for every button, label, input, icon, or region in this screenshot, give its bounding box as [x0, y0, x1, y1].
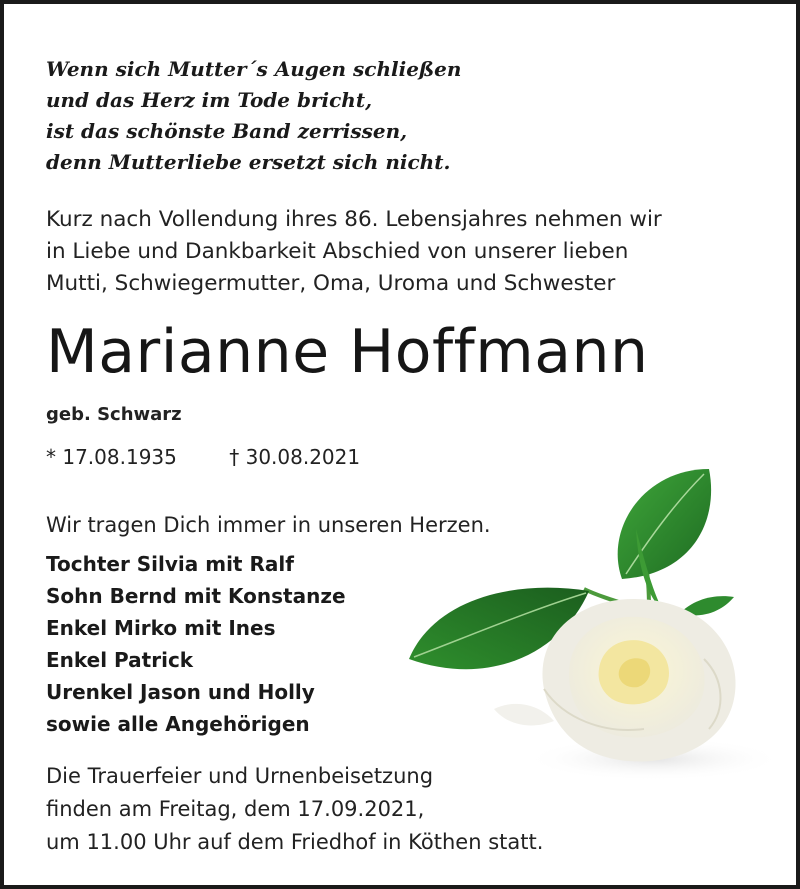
poem-line: denn Mutterliebe ersetzt sich nicht.	[46, 150, 451, 174]
intro-line: Kurz nach Vollendung ihres 86. Lebensjahres nehmen wir	[46, 207, 662, 232]
deceased-name: Marianne Hoffmann	[46, 317, 649, 387]
funeral-service-info	[46, 760, 543, 859]
mourner-line: sowie alle Angehörigen	[46, 712, 310, 736]
memorial-poem	[46, 54, 461, 178]
poem-line: Wenn sich Mutter´s Augen schließen	[46, 57, 462, 81]
mourner-line: Sohn Bernd mit Konstanze	[46, 584, 346, 608]
mourners-list	[46, 548, 346, 740]
poem-line: und das Herz im Tode bricht,	[46, 88, 373, 112]
intro-line: Mutti, Schwiegermutter, Oma, Uroma und Schwester	[46, 271, 616, 296]
motto-text: Wir tragen Dich immer in unseren Herzen.	[46, 513, 491, 537]
service-line: Die Trauerfeier und Urnenbeisetzung	[46, 764, 434, 788]
intro-line: in Liebe und Dankbarkeit Abschied von unserer lieben	[46, 239, 629, 264]
maiden-name: geb. Schwarz	[46, 404, 182, 425]
poem-line: ist das schönste Band zerrissen,	[46, 119, 408, 143]
white-rose-icon	[404, 459, 784, 789]
birth-date: * 17.08.1935	[46, 445, 177, 469]
mourner-line: Urenkel Jason und Holly	[46, 680, 315, 704]
mourner-line: Enkel Mirko mit Ines	[46, 616, 276, 640]
intro-text	[46, 204, 662, 300]
life-dates	[46, 442, 360, 472]
mourner-line: Enkel Patrick	[46, 648, 194, 672]
service-line: finden am Freitag, dem 17.09.2021,	[46, 797, 425, 821]
mourner-line: Tochter Silvia mit Ralf	[46, 552, 294, 576]
death-date: † 30.08.2021	[229, 445, 361, 469]
service-line: um 11.00 Uhr auf dem Friedhof in Köthen statt.	[46, 830, 544, 854]
